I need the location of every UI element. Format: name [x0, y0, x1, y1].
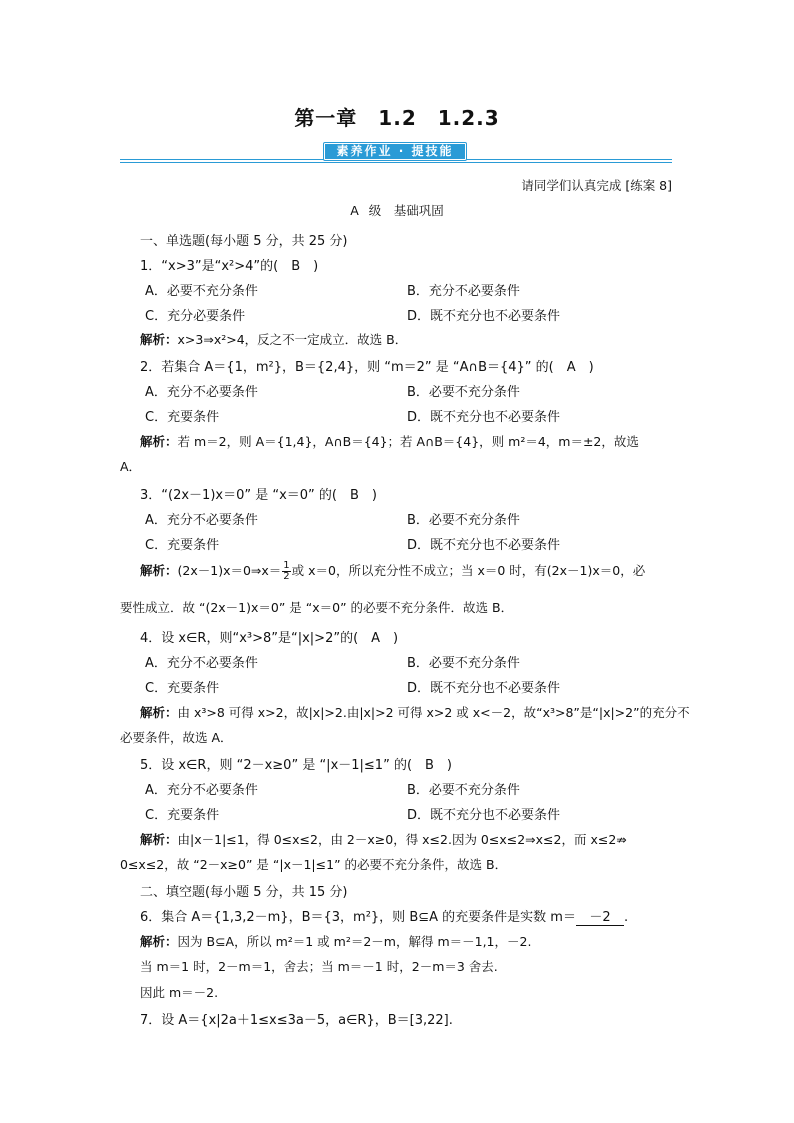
header-rule-thin: [120, 162, 672, 163]
solution-label: 解析：: [140, 705, 178, 720]
q5-solution-line-1: [140, 830, 627, 848]
question-7-stem: 7．设 A＝{x|2a＋1≤x≤3a－5，a∈R}，B＝[3,22].: [140, 1013, 453, 1028]
q6-solution-line-1: [140, 932, 531, 950]
section-banner: [323, 142, 467, 161]
q5-option-b: B．必要不充分条件: [407, 783, 520, 798]
q4-option-d: D．既不充分也不必要条件: [407, 681, 561, 696]
q2-solution-line-1: [140, 432, 639, 450]
q4-solution-text-1: 由 x³>8 可得 x>2，故|x|>2.由|x|>2 可得 x>2 或 x<－2，故“x³>8”是“|x|>2”的充分不: [177, 705, 690, 720]
q3-solution-text-1a: (2x－1)x＝0⇒x＝: [177, 563, 282, 578]
q5-solution-text-1: 由|x－1|≤1，得 0≤x≤2，由 2－x≥0，得 x≤2.因为 0≤x≤2⇒x≤2，而 x≤2⇏: [177, 832, 627, 847]
q6-answer-blank: －2: [576, 906, 624, 926]
fraction-numerator: 1: [283, 560, 290, 571]
question-5-stem: 5．设 x∈R，则 “2－x≥0” 是 “|x－1|≤1” 的( B ): [140, 758, 453, 773]
q5-option-d: D．既不充分也不必要条件: [407, 808, 561, 823]
page-title: 第一章 1.2 1.2.3: [294, 106, 500, 130]
fraction-one-half: [282, 561, 290, 582]
solution-label: 解析：: [140, 832, 178, 847]
question-4-stem: 4．设 x∈R，则“x³>8”是“|x|>2”的( A ): [140, 631, 399, 646]
q1-solution-text: x>3⇒x²>4，反之不一定成立．故选 B．: [177, 332, 408, 347]
q2-option-c: C．充要条件: [145, 410, 220, 425]
q6-solution-text-1: 因为 B⊆A，所以 m²＝1 或 m²＝2－m，解得 m＝－1,1，－2.: [177, 934, 532, 949]
q3-solution-line-1: [140, 561, 645, 582]
solution-label: 解析：: [140, 332, 178, 347]
q6-solution-line-2: 当 m＝1 时，2－m＝1，舍去；当 m＝－1 时，2－m＝3 舍去.: [140, 959, 498, 974]
practice-note: 请同学们认真完成 [练案 8]: [521, 178, 672, 193]
level-heading: A 级 基础巩固: [350, 203, 444, 218]
q4-solution-line-1: [140, 703, 690, 721]
q2-option-d: D．既不充分也不必要条件: [407, 410, 561, 425]
solution-label: 解析：: [140, 934, 178, 949]
q4-option-a: A．充分不必要条件: [145, 656, 258, 671]
q6-stem-end: .: [623, 910, 629, 925]
question-1-stem: 1．“x>3”是“x²>4”的( B ): [140, 259, 319, 274]
q3-option-d: D．既不充分也不必要条件: [407, 538, 561, 553]
q4-solution-line-2: 必要条件，故选 A．: [120, 730, 233, 745]
question-2-stem: 2．若集合 A＝{1，m²}，B＝{2,4}，则 “m＝2” 是 “A∩B＝{4}” 的( A ): [140, 360, 594, 375]
q6-stem-text: 6．集合 A＝{1,3,2－m}，B＝{3，m²}，则 B⊆A 的充要条件是实数 m＝: [140, 910, 576, 925]
q6-solution-line-3: 因此 m＝－2.: [140, 985, 219, 1000]
q4-option-b: B．必要不充分条件: [407, 656, 520, 671]
q1-option-b: B．充分不必要条件: [407, 284, 520, 299]
section-heading-single-choice: 一、单选题(每小题 5 分，共 25 分): [140, 234, 348, 249]
question-6-stem: [140, 906, 628, 926]
fraction-denominator: 2: [283, 571, 290, 582]
q2-solution-line-2: A．: [120, 459, 142, 474]
section-heading-fill-in: 二、填空题(每小题 5 分，共 15 分): [140, 885, 348, 900]
q3-option-c: C．充要条件: [145, 538, 220, 553]
q5-option-c: C．充要条件: [145, 808, 220, 823]
solution-label: 解析：: [140, 563, 178, 578]
q5-solution-line-2: 0≤x≤2，故 “2－x≥0” 是 “|x－1|≤1” 的必要不充分条件，故选 B．: [120, 857, 508, 872]
question-3-stem: 3．“(2x－1)x＝0” 是 “x＝0” 的( B ): [140, 488, 377, 503]
q1-option-c: C．充分必要条件: [145, 309, 246, 324]
q3-option-a: A．充分不必要条件: [145, 513, 258, 528]
q4-option-c: C．充要条件: [145, 681, 220, 696]
solution-label: 解析：: [140, 434, 178, 449]
q5-option-a: A．充分不必要条件: [145, 783, 258, 798]
q3-solution-line-2: 要性成立．故 “(2x－1)x＝0” 是 “x＝0” 的必要不充分条件．故选 B．: [120, 600, 514, 615]
q2-option-b: B．必要不充分条件: [407, 385, 520, 400]
q2-solution-text-1: 若 m＝2，则 A＝{1,4}，A∩B＝{4}；若 A∩B＝{4}，则 m²＝4，m＝±2，故选: [177, 434, 639, 449]
q2-option-a: A．充分不必要条件: [145, 385, 258, 400]
banner-label: 素养作业 · 提技能: [325, 144, 465, 159]
q1-solution: [140, 330, 407, 348]
q3-solution-text-1b: 或 x＝0，所以充分性不成立；当 x＝0 时，有(2x－1)x＝0，必: [291, 563, 646, 578]
q3-option-b: B．必要不充分条件: [407, 513, 520, 528]
q1-option-d: D．既不充分也不必要条件: [407, 309, 561, 324]
q1-option-a: A．必要不充分条件: [145, 284, 258, 299]
